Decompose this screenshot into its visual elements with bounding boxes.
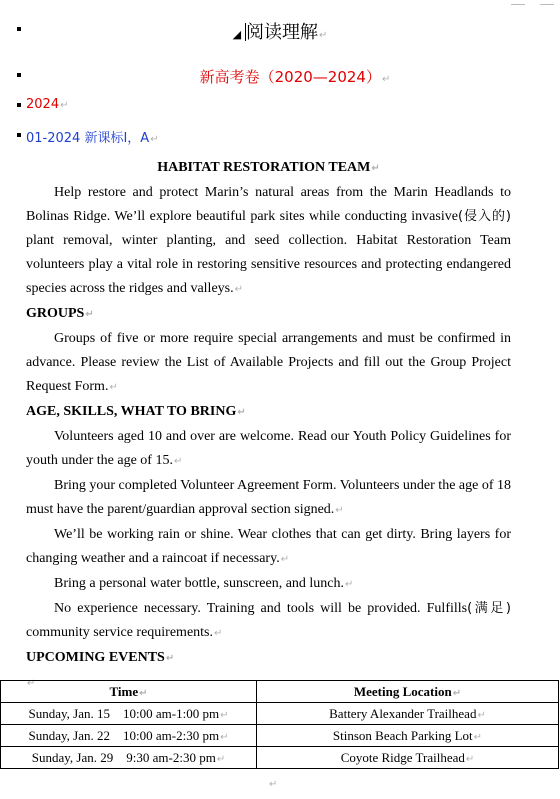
article-title <box>26 156 511 181</box>
paragraph-mark-icon: ↵ <box>220 731 229 743</box>
body-text: community service requirements. <box>26 625 213 640</box>
intro-text: Help restore and protect Marin’s natural areas from the Marin Headlands to Bolinas Ridge. We’ll explore beautiful park sites while conducting invasive <box>26 185 511 224</box>
list-bullet <box>17 103 21 107</box>
event-location-cell <box>257 703 559 725</box>
section-heading <box>0 18 560 44</box>
paragraph-mark-icon: ↵ <box>452 687 462 699</box>
cell-text: Coyote Ridge Trailhead <box>340 749 465 765</box>
source-text: 01-2024 新课标Ⅰ，A <box>26 131 150 146</box>
paragraph-mark-icon: ↵ <box>173 456 183 467</box>
event-location-cell <box>257 747 559 769</box>
exam-subtitle <box>0 66 560 87</box>
event-time-cell <box>1 725 257 747</box>
event-time-cell <box>1 703 257 725</box>
heading-text: GROUPS <box>26 306 85 321</box>
source-heading <box>26 127 159 146</box>
heading-text: UPCOMING EVENTS <box>26 650 165 665</box>
gloss-note: (满足) <box>467 601 511 616</box>
list-bullet <box>17 133 21 137</box>
age-heading <box>26 400 511 425</box>
paragraph-mark-icon: ↵ <box>85 309 94 320</box>
gloss-note: (侵入的) <box>457 209 511 224</box>
table-header-cell <box>257 681 559 703</box>
body-text: Groups of five or more require special arrangements and must be confirmed in advance. Please review the List of Available Projects and fill out the Group Project Request Form. <box>26 331 511 394</box>
body-text: Volunteers aged 10 and over are welcome. Read our Youth Policy Guidelines for youth under the age of 15. <box>26 429 511 468</box>
age-paragraph <box>26 523 511 572</box>
paragraph-mark-icon: ↵ <box>165 653 175 664</box>
table-row <box>1 703 559 725</box>
groups-paragraph <box>26 327 511 400</box>
table-header-row <box>1 681 559 703</box>
heading-text: AGE, SKILLS, WHAT TO BRING <box>26 404 237 419</box>
cell-text: Battery Alexander Trailhead <box>329 705 477 721</box>
paragraph-mark-icon: ↵ <box>477 709 486 721</box>
paragraph-mark-icon: ↵ <box>27 678 36 689</box>
paragraph-mark-icon: ↵ <box>280 554 290 565</box>
paragraph-mark-icon: ↵ <box>345 579 354 590</box>
paragraph-mark-icon: ↵ <box>465 753 475 765</box>
intro-text: plant removal, winter planting, and seed collection. Habitat Restoration Team volunteers play a vital role in restoring sensitive resources and protecting endangered species across the ridges and valleys. <box>26 233 511 296</box>
page-corner-mark <box>511 0 525 5</box>
cell-text: Sunday, Jan. 15 10:00 am-1:00 pm <box>28 705 220 721</box>
cell-text: Stinson Beach Parking Lot <box>332 727 473 743</box>
paragraph-mark-icon: ↵ <box>381 74 391 85</box>
paragraph-mark-icon: ↵ <box>335 505 344 516</box>
header-text: Meeting Location <box>353 683 452 699</box>
paragraph-mark-icon: ↵ <box>473 731 483 743</box>
cell-text: Sunday, Jan. 29 9:30 am-2:30 pm <box>31 749 216 765</box>
events-table <box>0 680 559 769</box>
age-paragraph <box>26 425 511 474</box>
collapse-triangle-icon[interactable]: ◢ <box>232 28 242 41</box>
title-text: HABITAT RESTORATION TEAM <box>157 160 371 175</box>
body-text: No experience necessary. Training and tools will be provided. Fulfills <box>54 601 468 616</box>
article-body <box>26 156 511 695</box>
heading-title: 阅读理解 <box>246 22 319 43</box>
year-heading <box>26 97 68 112</box>
paragraph-mark-icon: ↵ <box>234 284 243 295</box>
paragraph-mark-icon: ↵ <box>214 628 223 639</box>
event-location-cell <box>257 725 559 747</box>
event-time-cell <box>1 747 257 769</box>
cell-text: Sunday, Jan. 22 10:00 am-2:30 pm <box>28 727 220 743</box>
age-paragraph <box>26 597 511 646</box>
year-text: 2024 <box>26 97 60 112</box>
paragraph-mark-icon: ↵ <box>216 753 226 765</box>
body-text: Bring your completed Volunteer Agreement Form. Volunteers under the age of 18 must have the parent/guardian approval section signed. <box>26 478 511 517</box>
paragraph-mark-icon: ↵ <box>150 134 159 145</box>
body-text: We’ll be working rain or shine. Wear clothes that can get dirty. Bring layers for changing weather and a raincoat if necessary. <box>26 527 511 566</box>
table-header-cell <box>1 681 257 703</box>
groups-heading <box>26 302 511 327</box>
paragraph-mark-icon: ↵ <box>109 382 118 393</box>
table-row <box>1 725 559 747</box>
intro-paragraph <box>26 181 511 302</box>
age-paragraph <box>26 474 511 523</box>
body-text: Bring a personal water bottle, sunscreen, and lunch. <box>54 576 345 591</box>
paragraph-mark-icon: ↵ <box>237 407 246 418</box>
paragraph-mark-icon: ↵ <box>220 709 229 721</box>
page-corner-mark <box>540 0 554 5</box>
paragraph-mark-icon: ↵ <box>319 30 328 41</box>
age-paragraph <box>26 572 511 597</box>
table-row <box>1 747 559 769</box>
subtitle-text: 新高考卷（2020—2024） <box>199 68 381 86</box>
header-text: Time <box>109 683 139 699</box>
paragraph-mark-icon: ↵ <box>371 163 380 174</box>
paragraph-mark-icon: ↵ <box>139 687 148 699</box>
paragraph-mark-icon: ↵ <box>269 779 278 790</box>
events-heading <box>26 646 511 671</box>
trailing-paragraph <box>268 774 277 792</box>
paragraph-mark-icon: ↵ <box>60 100 69 111</box>
